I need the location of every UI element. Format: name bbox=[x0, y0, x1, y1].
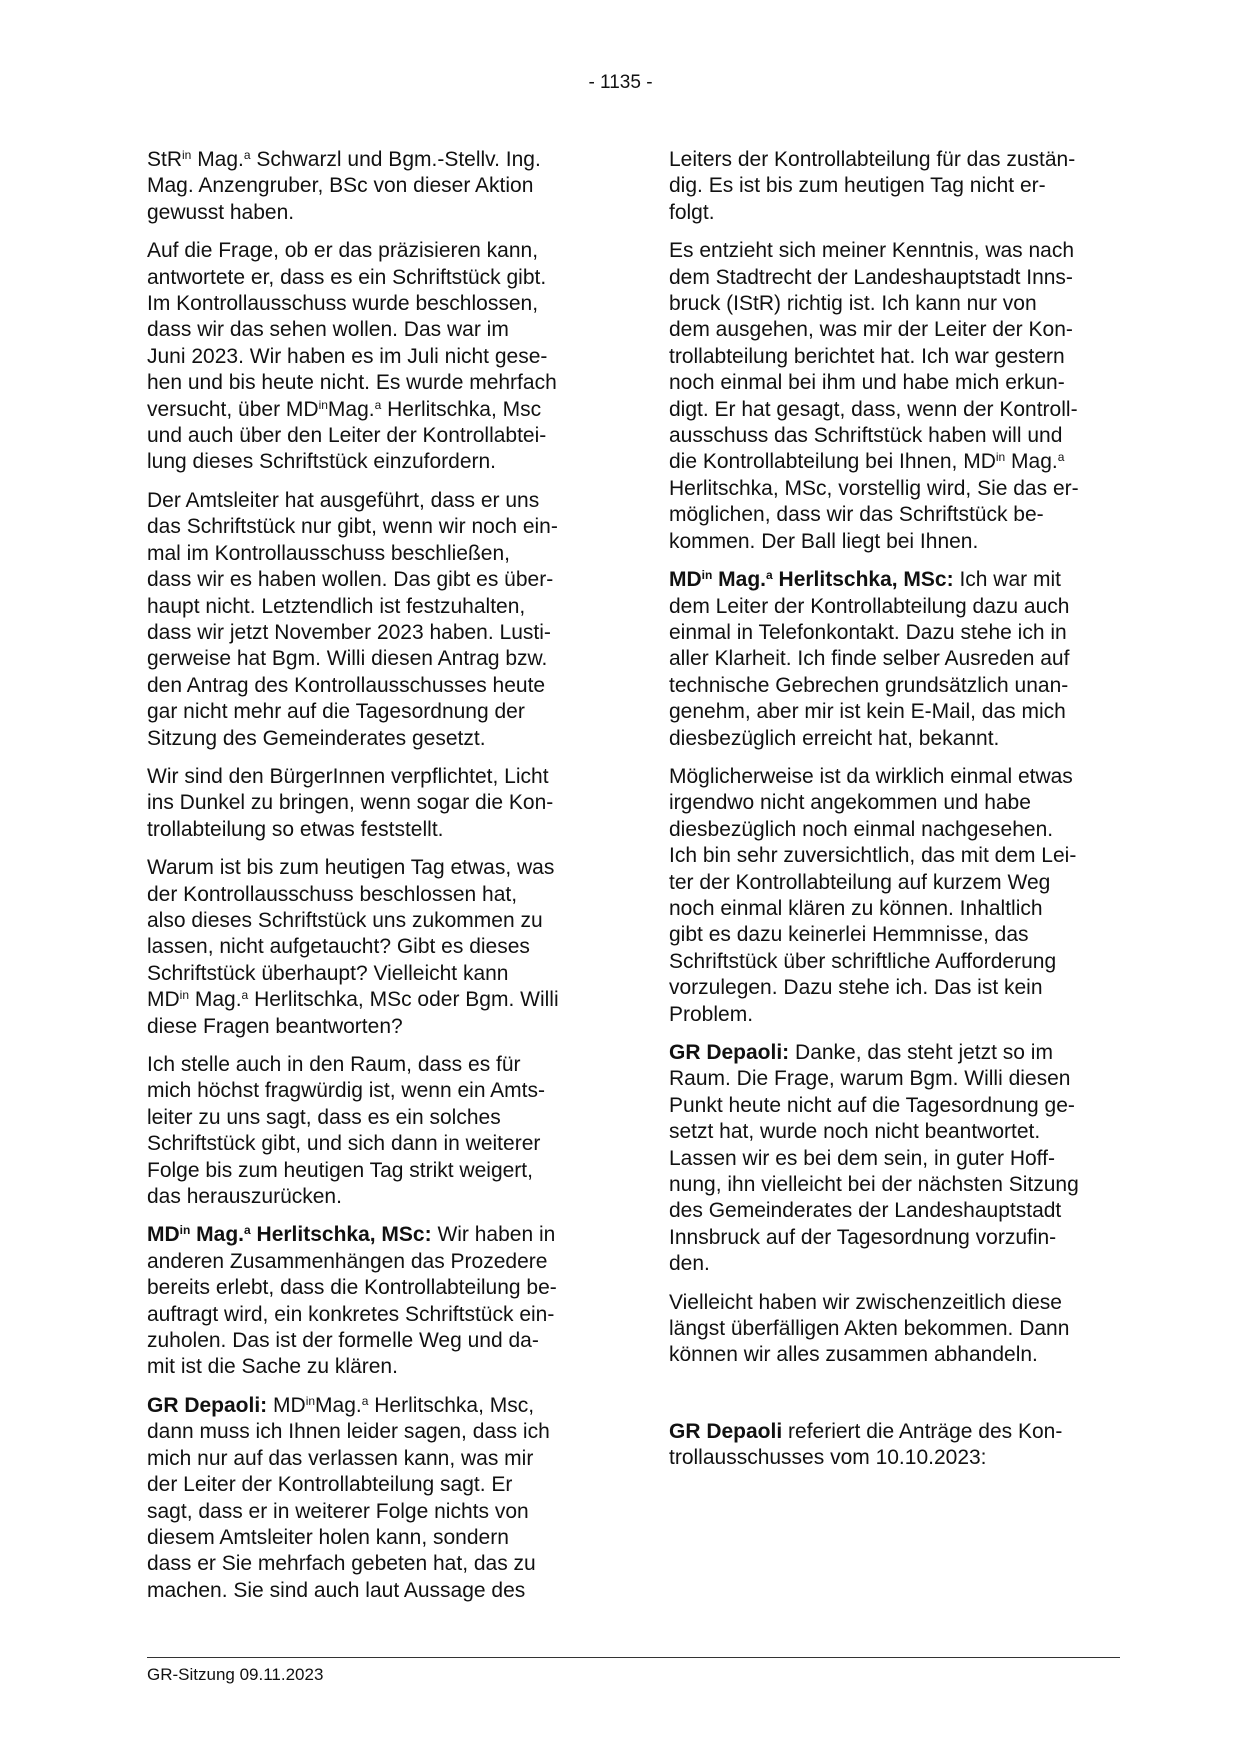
speaker-name: $MD^{in}$ Mag.$^a$ Herlitschka, MSc: bbox=[669, 568, 954, 592]
paragraph: GR Depaoli: $MD^{in}Mag.^a$ Herlitschka, Msc, dann muss ich Ihnen leider sagen, dass ich mich nur auf das verlassen kann, was mir der Leiter der Kontrollabteilung sagt. Er sagt, dass er in weiterer Folge nichts von diesem Amtsleiter holen kann, sondern dass er Sie mehrfach gebeten hat, das zu machen. Sie sind auch laut Aussage des bbox=[147, 1393, 550, 1602]
left-column bbox=[147, 147, 595, 1616]
footer-text: GR-Sitzung 09.11.2023 bbox=[147, 1665, 324, 1684]
footer-divider bbox=[147, 1657, 1120, 1658]
speaker-name: $MD^{in}$ Mag.$^a$ Herlitschka, MSc: bbox=[147, 1223, 432, 1247]
paragraph: $MD^{in}$ Mag.$^a$ Herlitschka, MSc: Ich war mit dem Leiter der Kontrollabteilung dazu auch einmal in Telefonkontakt. Dazu stehe ich in aller Klarheit. Ich finde selber Ausreden auf technische Gebrechen grundsätzlich unan- genehm, aber mir ist kein E-Mail, das mich diesbezüglich erreicht hat, bekannt. bbox=[669, 568, 1070, 750]
paragraph: Es entzieht sich meiner Kenntnis, was nach dem Stadtrecht der Landeshauptstadt Inns- bruck (IStR) richtig ist. Ich kann nur von dem ausgehen, was mir der Leiter der Kon- trollabteilung berichtet hat. Ich war gestern noch einmal bei ihm und habe mich erkun- digt. Er hat gesagt, dass, wenn der Kontroll- ausschuss das Schriftstück haben will und die Kontrollabteilung bei Ihnen, $MD^{in}$ Mag.$^a$ Herlitschka, MSc, vorstellig wird, Sie das er- möglichen, dass wir das Schriftstück be- kommen. Der Ball liegt bei Ihnen. bbox=[669, 239, 1079, 553]
paragraph: GR Depaoli: Danke, das steht jetzt so im Raum. Die Frage, warum Bgm. Willi diesen Punkt heute nicht auf die Tagesordnung ge- setzt hat, wurde noch nicht beantwortet. Lassen wir es bei dem sein, in guter Hoff- nung, ihn vielleicht bei der nächsten Sitzung des Gemeinderates der Landeshauptstadt Innsbruck auf der Tagesordnung vorzufin- den. bbox=[669, 1041, 1079, 1276]
speaker-name: GR Depaoli: bbox=[147, 1393, 268, 1417]
paragraph: Ich stelle auch in den Raum, dass es für mich höchst fragwürdig ist, wenn ein Amts- leiter zu uns sagt, dass es ein solches Schriftstück gibt, und sich dann in weiterer Folge bis zum heutigen Tag strikt weigert, das herauszurücken. bbox=[147, 1053, 545, 1209]
paragraph: $MD^{in}$ Mag.$^a$ Herlitschka, MSc: Wir haben in anderen Zusammenhängen das Prozedere bereits erlebt, dass die Kontrollabteilung be- auftragt wird, ein konkretes Schriftstück ein- zuholen. Das ist der formelle Weg und da- mit ist die Sache zu klären. bbox=[147, 1223, 557, 1379]
paragraph: Auf die Frage, ob er das präzisieren kann, antwortete er, dass es ein Schriftstück gibt. Im Kontrollausschuss wurde beschlossen, dass wir das sehen wollen. Das war im Juni 2023. Wir haben es im Juli nicht gese- hen und bis heute nicht. Es wurde mehrfach versucht, über $MD^{in}Mag.^a$ Herlitschka, Msc und auch über den Leiter der Kontrollabtei- lung dieses Schriftstück einzufordern. bbox=[147, 239, 557, 474]
paragraph: Wir sind den BürgerInnen verpflichtet, Licht ins Dunkel zu bringen, wenn sogar die Kon- trollabteilung so etwas feststellt. bbox=[147, 764, 554, 841]
paragraph: Leiters der Kontrollabteilung für das zustän- dig. Es ist bis zum heutigen Tag nicht er- folgt. bbox=[669, 148, 1076, 224]
paragraph: Der Amtsleiter hat ausgeführt, dass er uns das Schriftstück nur gibt, wenn wir noch ein- mal im Kontrollausschuss beschließen, dass wir es haben wollen. Das gibt es über- haupt nicht. Letztendlich ist festzuhalten, dass wir jetzt November 2023 haben. Lusti- gerweise hat Bgm. Willi diesen Antrag bzw. den Antrag des Kontrollausschusses heute gar nicht mehr auf die Tagesordnung der Sitzung des Gemeinderates gesetzt. bbox=[147, 488, 558, 750]
speaker-name: GR Depaoli bbox=[669, 1419, 783, 1443]
paragraph: StR$^{in}$ Mag.$^a$ Schwarzl und Bgm.-Stellv. Ing. Mag. Anzengruber, BSc von dieser Aktion gewusst haben. bbox=[147, 148, 541, 224]
paragraph: Warum ist bis zum heutigen Tag etwas, was der Kontrollausschuss beschlossen hat, also dieses Schriftstück uns zukommen zu lassen, nicht aufgetaucht? Gibt es dieses Schriftstück überhaupt? Vielleicht kann $MD^{in}$ Mag.$^a$ Herlitschka, MSc oder Bgm. Willi diese Fragen beantworten? bbox=[147, 856, 559, 1038]
paragraph: GR Depaoli referiert die Anträge des Kon- trollausschusses vom 10.10.2023: bbox=[669, 1419, 1063, 1470]
paragraph: Vielleicht haben wir zwischenzeitlich diese längst überfälligen Akten bekommen. Dann können wir alles zusammen abhandeln. bbox=[669, 1290, 1070, 1367]
right-column bbox=[669, 147, 1119, 1484]
page-number: - 1135 - bbox=[588, 72, 653, 93]
paragraph: Möglicherweise ist da wirklich einmal etwas irgendwo nicht angekommen und habe diesbezüglich noch einmal nachgesehen. Ich bin sehr zuversichtlich, das mit dem Lei- ter der Kontrollabteilung auf kurzem Weg noch einmal klären zu können. Inhaltlich gibt es dazu keinerlei Hemmnisse, das Schriftstück über schriftliche Aufforderung vorzulegen. Dazu stehe ich. Das ist kein Problem. bbox=[669, 764, 1077, 1026]
speaker-name: GR Depaoli: bbox=[669, 1041, 790, 1064]
